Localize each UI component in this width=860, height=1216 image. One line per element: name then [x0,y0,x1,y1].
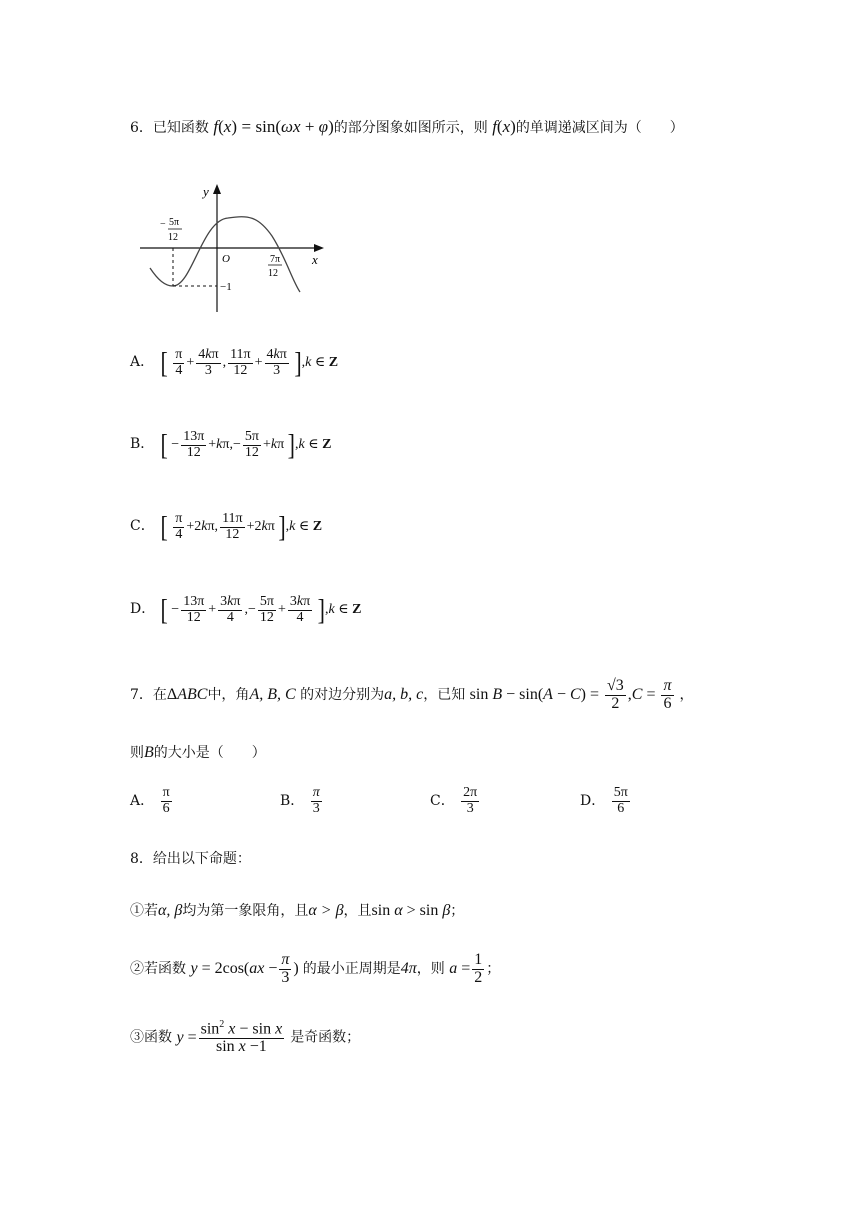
y-axis-label: y [203,184,209,199]
svg-text:5π: 5π [169,217,180,228]
q6-option-c-expr: [ $\frac{\pi}{4}$ +2kπ, $\frac{11\pi}{12}$ +2kπ ],k ∈ Z [160,509,323,544]
q8-proposition-1: ①若α, β均为第一象限角，且α > β，且sin α > sin β； [130,902,465,919]
q8-stem: 8．给出以下命题： [130,851,251,867]
min-label: −1 [220,281,232,293]
q7-option-a[interactable]: A． $\frac{\pi}{6}$ [130,785,170,816]
y-axis-arrow [213,184,221,194]
right-tick-label [268,254,282,279]
q8-proposition-3: ③函数 y = $\frac{\sin^2 x - \sin x}{\text{sin x −1}}$ 是奇函数； [130,1019,361,1056]
q6-option-b-expr: [ − $\frac{13\pi}{12}$ +kπ,− $\frac{5\pi}{12}$ +kπ ],k ∈ Z [160,427,332,462]
x-axis-label: x [312,252,318,267]
q8-p2-expr: y = 2cos(ax − $\frac{\pi}{3}$ ) [190,951,303,986]
svg-text:7π: 7π [270,254,281,265]
svg-text:−: − [160,219,166,230]
left-tick-label [160,217,182,243]
q6-option-b[interactable]: B． [ − $\frac{13\pi}{12}$ +kπ,− $\frac{5\pi}{12}$ +kπ ],k ∈ Z [130,427,332,462]
q7-option-d[interactable]: D． $\frac{5\pi}{6}$ [580,785,628,816]
q7-triangle: ΔABC [166,685,208,703]
q7-sides: a, b, c [384,685,424,703]
q8-p2-answer: a = $\frac{1}{2}$ [449,951,483,986]
q8-p3-expr: y = $\frac{\sin^2 x - \sin x}{\text{sin x −1}}$ [176,1019,283,1056]
q6-func-lhs: f(x) [213,117,237,136]
x-axis-arrow [314,244,324,252]
q7-angles: A, B, C [249,685,296,703]
q8-p1-sin-expr: sin α > sin β [371,902,451,919]
q6-stem: 6．已知函数 f(x) = sin(ωx + φ)的部分图象如图所示，则 f(x)的单调递减区间为（ ） [130,117,684,136]
q7-stem-line2: 则B的大小是（ ） [130,744,266,761]
q7-option-b[interactable]: B． $\frac{\pi}{3}$ [280,785,320,816]
svg-text:12: 12 [268,268,278,279]
q6-graph [140,180,340,315]
q7-condition: sin B − sin(A − C) = $\frac{√3}{2}$ ,C = $\frac{\pi}{6}$ [469,677,672,712]
q6-func-rhs: sin(ωx + φ) [255,117,334,136]
q6-option-d[interactable]: D． [ − $\frac{13\pi}{12}$ + $\frac{3k\pi}{4}$ ,− $\frac{5\pi}{12}$ + $\frac{3k\pi}{4}$ ],k ∈ Z [130,592,362,627]
q6-func-f: f(x) [492,117,516,136]
origin-label: O [222,253,230,265]
svg-text:12: 12 [168,232,178,243]
q6-option-a[interactable]: A． [ $\frac{\pi}{4}$ + $\frac{4k\pi}{3}$ , $\frac{11\pi}{12}$ + $\frac{4k\pi}{3}$ ],k ∈ Z [130,345,339,380]
q7-option-c[interactable]: C． $\frac{2\pi}{3}$ [430,785,478,816]
q8-proposition-2: ②若函数 y = 2cos(ax − $\frac{\pi}{3}$ ) 的最小正周期是4π，则 a = $\frac{1}{2}$ ； [130,951,501,986]
q6-option-d-expr: [ − $\frac{13\pi}{12}$ + $\frac{3k\pi}{4}$ ,− $\frac{5\pi}{12}$ + $\frac{3k\pi}{4}$ ],k ∈ Z [160,592,362,627]
q6-option-c[interactable]: C． [ $\frac{\pi}{4}$ +2kπ, $\frac{11\pi}{12}$ +2kπ ],k ∈ Z [130,509,323,544]
q6-option-a-expr: [ $\frac{\pi}{4}$ + $\frac{4k\pi}{3}$ , $\frac{11\pi}{12}$ + $\frac{4k\pi}{3}$ ],k ∈ Z [160,345,339,380]
q7-stem: 7．在ΔABC中，角A, B, C 的对边分别为a, b, c，已知 sin B − sin(A − C) = $\frac{√3}{2}$ ,C = $\frac{\pi}{6}$ ， [130,677,694,712]
